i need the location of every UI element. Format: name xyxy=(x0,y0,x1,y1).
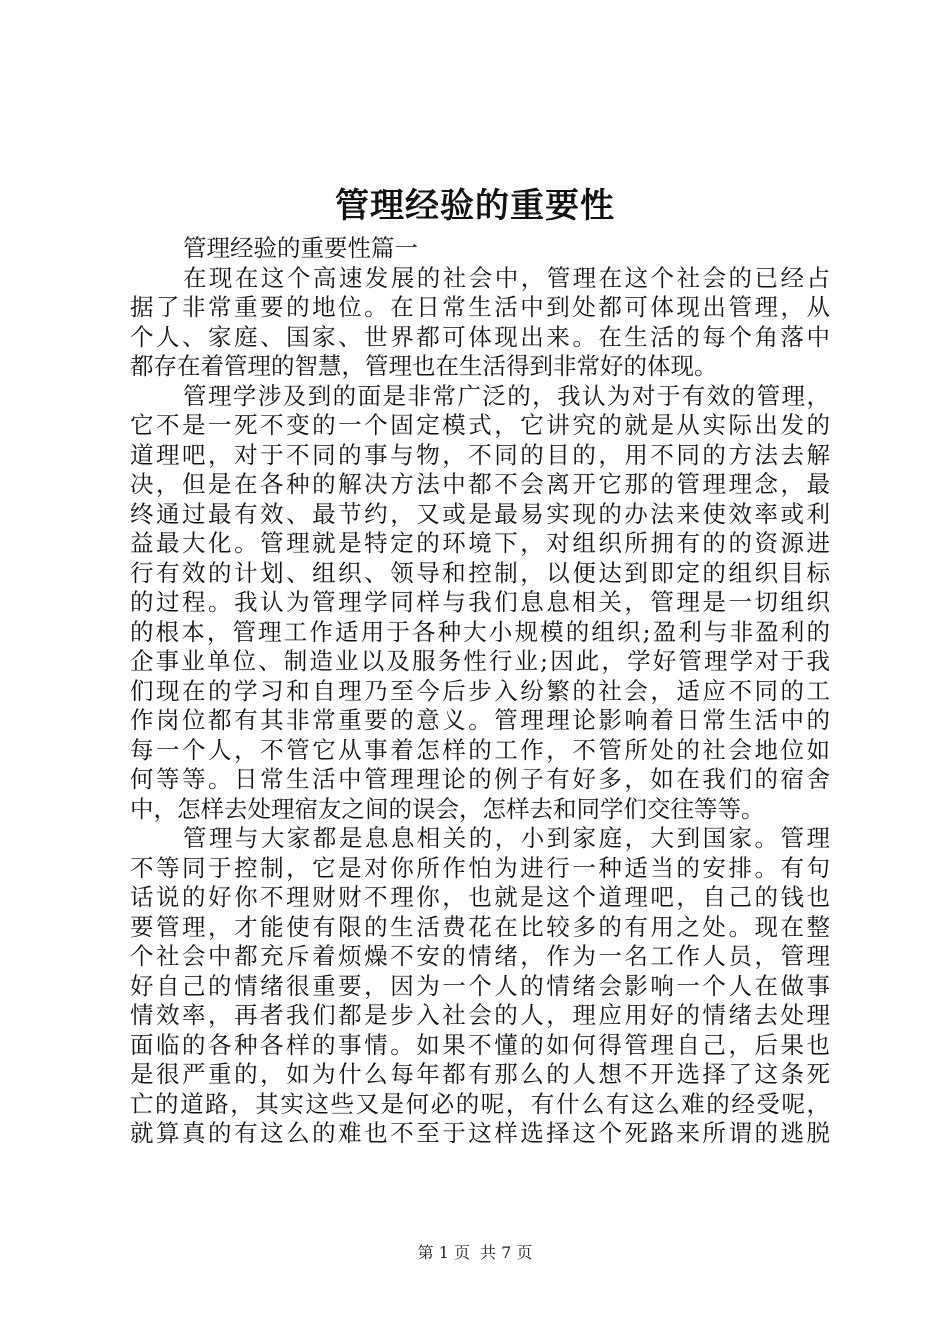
paragraph-lines xyxy=(130,264,830,1149)
text-line: 何等等。日常生活中管理理论的例子有好多，如在我们的宿舍 xyxy=(130,765,830,793)
text-line: 据了非常重要的地位。在日常生活中到处都可体现出管理，从 xyxy=(130,293,830,321)
text-line: 终通过最有效、最节约，又或是最易实现的办法来使效率或利 xyxy=(130,499,830,528)
text-line: 要管理，才能使有限的生活费花在比较多的有用之处。现在整 xyxy=(130,912,830,941)
text-line: 的根本，管理工作适用于各种大小规模的组织;盈利与非盈利的 xyxy=(130,617,830,646)
text-line: 情效率，再者我们都是步入社会的人，理应用好的情绪去处理 xyxy=(130,1001,830,1029)
page-footer xyxy=(0,1242,950,1264)
text-line: 管理与大家都是息息相关的，小到家庭，大到国家。管理 xyxy=(183,824,830,852)
text-line: 中，怎样去处理宿友之间的误会，怎样去和同学们交往等等。 xyxy=(130,794,765,823)
page-number: 第 1 页 xyxy=(417,1243,470,1262)
text-line: 企事业单位、制造业以及服务性行业;因此，学好管理学对于我 xyxy=(130,647,830,675)
text-line: 益最大化。管理就是特定的环境下，对组织所拥有的的资源进 xyxy=(130,529,830,557)
text-line: 们现在的学习和自理乃至今后步入纷繁的社会，适应不同的工 xyxy=(130,676,830,705)
document-title: 管理经验的重要性 xyxy=(335,186,615,226)
text-line: 的过程。我认为管理学同样与我们息息相关，管理是一切组织 xyxy=(130,588,830,616)
text-line: 道理吧，对于不同的事与物，不同的目的，用不同的方法去解 xyxy=(130,440,830,469)
text-line: 面临的各种各样的事情。如果不懂的如何得管理自己，后果也 xyxy=(130,1030,830,1059)
text-line: 不等同于控制，它是对你所作怕为进行一种适当的安排。有句 xyxy=(130,853,830,882)
page-total: 共 7 页 xyxy=(480,1243,533,1262)
text-line: 在现在这个高速发展的社会中，管理在这个社会的已经占 xyxy=(183,263,830,292)
text-line: 个社会中都充斥着烦燥不安的情绪，作为一名工作人员，管理 xyxy=(130,942,830,970)
text-line: 就算真的有这么的难也不至于这样选择这个死路来所谓的逃脱 xyxy=(130,1119,830,1147)
text-line: 亡的道路，其实这些又是何必的呢，有什么有这么难的经受呢， xyxy=(130,1089,830,1118)
text-line: 好自己的情绪很重要，因为一个人的情绪会影响一个人在做事 xyxy=(130,971,830,1000)
text-line: 每一个人，不管它从事着怎样的工作，不管所处的社会地位如 xyxy=(130,735,830,764)
document-body xyxy=(130,234,830,1149)
text-line: 行有效的计划、组织、领导和控制，以便达到即定的组织目标 xyxy=(130,558,830,587)
text-line: 作岗位都有其非常重要的意义。管理理论影响着日常生活中的 xyxy=(130,706,830,734)
text-line: 决，但是在各种的解决方法中都不会离开它那的管理理念，最 xyxy=(130,470,830,498)
text-line: 管理学涉及到的面是非常广泛的，我认为对于有效的管理， xyxy=(183,381,830,410)
section-heading: 管理经验的重要性篇一 xyxy=(183,234,418,262)
text-line: 都存在着管理的智慧，管理也在生活得到非常好的体现。 xyxy=(130,352,718,380)
text-line: 它不是一死不变的一个固定模式，它讲究的就是从实际出发的 xyxy=(130,411,830,439)
text-line: 话说的好你不理财财不理你，也就是这个道理吧，自己的钱也 xyxy=(130,883,830,911)
text-line: 个人、家庭、国家、世界都可体现出来。在生活的每个角落中 xyxy=(130,322,830,351)
text-line: 是很严重的，如为什么每年都有那么的人想不开选择了这条死 xyxy=(130,1060,830,1088)
